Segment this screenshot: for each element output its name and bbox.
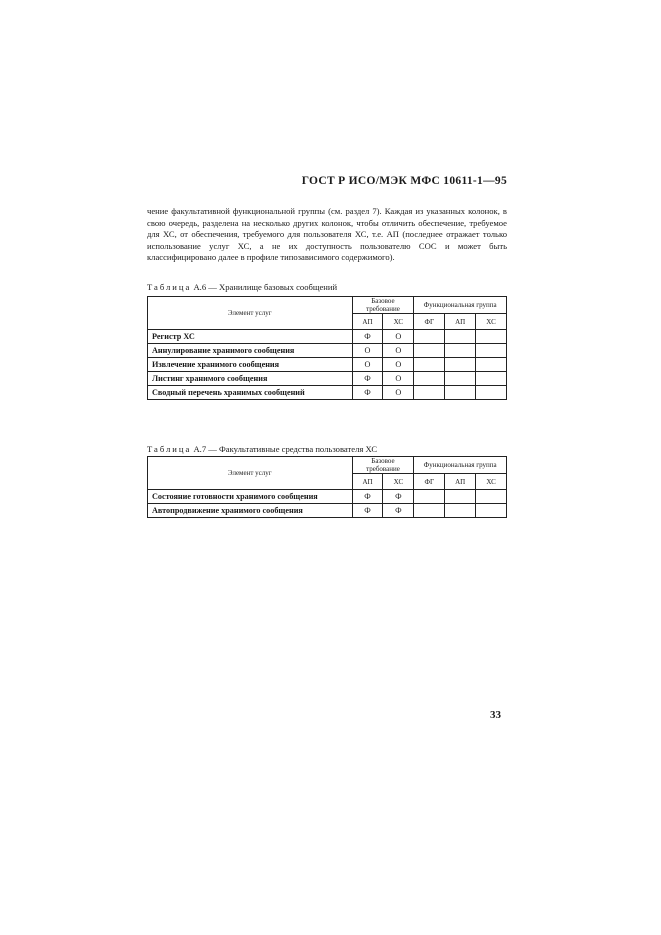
element-name: Извлечение хранимого сообщения <box>148 358 353 372</box>
cell-ap: Ф <box>352 330 383 344</box>
header-sub: АП <box>445 314 476 330</box>
table-row <box>148 344 507 358</box>
element-name: Состояние готовности хранимого сообщения <box>148 490 353 504</box>
page-number: 33 <box>490 709 501 721</box>
cell-xc: Ф <box>383 490 414 504</box>
table-title: Таблица А.7 — Факультативные средства пользователя ХС <box>147 444 378 454</box>
cell-xc: О <box>383 372 414 386</box>
element-name: Листинг хранимого сообщения <box>148 372 353 386</box>
body-paragraph: чение факультативной функциональной группы (см. раздел 7). Каждая из указанных колонок, в свою очередь, разделена на несколько других колонок, чтобы отличить обеспечение, требуемое для ХС, от обеспечения, требуемого для пользователя ХС, т.е. АП (последнее отражает только использование услуг ХС, а не их доступность пользователю СОС и может быть классифицировано далее в профиле типозависимого содержимого). <box>147 206 507 262</box>
cell-ap: Ф <box>352 386 383 400</box>
header-element: Элемент услуг <box>148 297 353 330</box>
cell-xc: Ф <box>383 504 414 518</box>
header-sub: ФГ <box>414 474 445 490</box>
table-row <box>148 330 507 344</box>
cell-xc: О <box>383 386 414 400</box>
header-element: Элемент услуг <box>148 457 353 490</box>
element-name: Автопродвижение хранимого сообщения <box>148 504 353 518</box>
cell-ap: О <box>352 358 383 372</box>
table-title: Таблица А.6 — Хранилище базовых сообщений <box>147 282 338 292</box>
header-base: Базовое требование <box>352 297 414 314</box>
cell-xc: О <box>383 344 414 358</box>
table-row <box>148 372 507 386</box>
table-row <box>148 358 507 372</box>
header-sub: ФГ <box>414 314 445 330</box>
element-name: Аннулирование хранимого сообщения <box>148 344 353 358</box>
header-sub: ХС <box>383 474 414 490</box>
cell-ap: Ф <box>352 372 383 386</box>
table-row <box>148 386 507 400</box>
header-func: Функциональная группа <box>414 457 507 474</box>
cell-ap: Ф <box>352 490 383 504</box>
cell-xc: О <box>383 358 414 372</box>
header-sub: АП <box>352 314 383 330</box>
header-sub: ХС <box>476 474 507 490</box>
table-row <box>148 504 507 518</box>
cell-xc: О <box>383 330 414 344</box>
table-row <box>148 490 507 504</box>
requirements-table <box>147 296 507 400</box>
element-name: Регистр ХС <box>148 330 353 344</box>
header-sub: ХС <box>476 314 507 330</box>
cell-ap: О <box>352 344 383 358</box>
requirements-table <box>147 456 507 518</box>
header-sub: ХС <box>383 314 414 330</box>
header-func: Функциональная группа <box>414 297 507 314</box>
cell-ap: Ф <box>352 504 383 518</box>
document-header: ГОСТ Р ИСО/МЭК МФС 10611-1—95 <box>301 175 507 187</box>
header-sub: АП <box>352 474 383 490</box>
element-name: Сводный перечень хранимых сообщений <box>148 386 353 400</box>
header-sub: АП <box>445 474 476 490</box>
header-base: Базовое требование <box>352 457 414 474</box>
